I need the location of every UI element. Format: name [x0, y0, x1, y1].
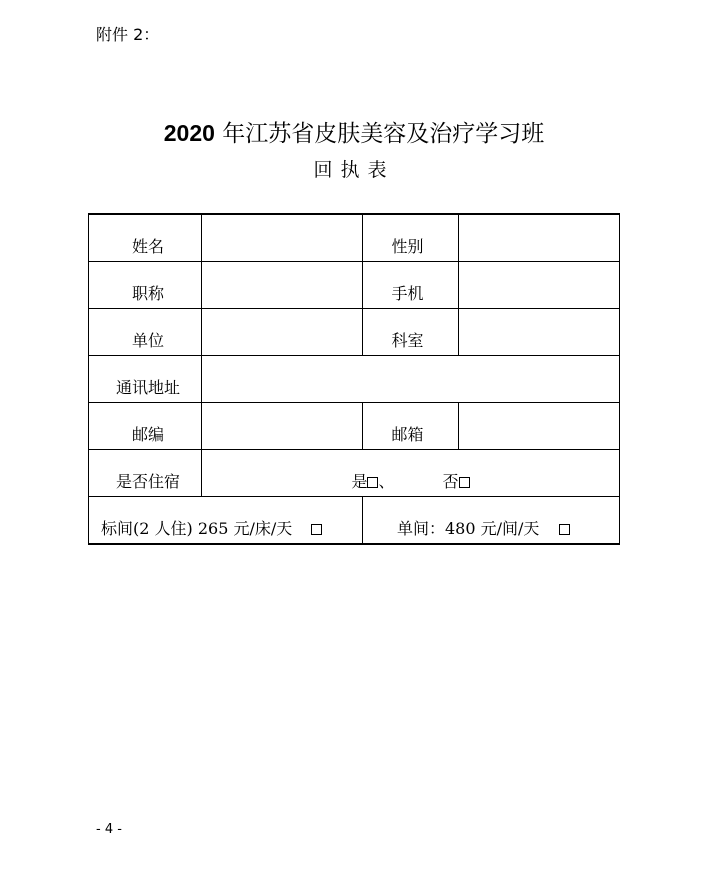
reply-form	[88, 213, 620, 545]
attachment-label: 附件 2：	[96, 25, 160, 44]
form-row-postcode	[89, 403, 620, 450]
job-title-field[interactable]	[202, 262, 363, 309]
page-subtitle: 回执表	[313, 159, 395, 181]
standard-room-checkbox[interactable]	[311, 524, 322, 535]
lodging-yes-label: 是	[351, 472, 368, 491]
email-label: 邮箱	[363, 403, 459, 450]
form-row-name	[89, 214, 620, 262]
dept-field[interactable]	[459, 309, 620, 356]
single-room-checkbox[interactable]	[559, 524, 570, 535]
lodging-options	[202, 450, 620, 497]
form-row-address	[89, 356, 620, 403]
form-row-lodging	[89, 450, 620, 497]
lodging-yes-checkbox[interactable]	[367, 477, 378, 488]
phone-field[interactable]	[459, 262, 620, 309]
gender-label: 性别	[363, 214, 459, 262]
form-row-title	[89, 262, 620, 309]
address-field[interactable]	[202, 356, 620, 403]
standard-room-label: 标间(2 人住) 265 元/床/天	[101, 519, 293, 538]
page-number: - 4 -	[96, 822, 122, 837]
title-year: 2020	[163, 120, 215, 146]
standard-room-option	[89, 497, 363, 545]
phone-label: 手机	[363, 262, 459, 309]
job-title-label: 职称	[89, 262, 202, 309]
lodging-no-checkbox[interactable]	[459, 477, 470, 488]
form-row-unit	[89, 309, 620, 356]
lodging-separator: 、	[378, 472, 395, 491]
gender-field[interactable]	[459, 214, 620, 262]
title-text: 年江苏省皮肤美容及治疗学习班	[214, 121, 545, 147]
page-title	[0, 115, 708, 148]
form-row-room	[89, 497, 620, 545]
dept-label: 科室	[363, 309, 459, 356]
single-room-label: 单间：480 元/间/天	[397, 519, 540, 538]
lodging-no-label: 否	[442, 472, 459, 491]
unit-field[interactable]	[202, 309, 363, 356]
postcode-label: 邮编	[89, 403, 202, 450]
lodging-label: 是否住宿	[89, 450, 202, 497]
email-field[interactable]	[459, 403, 620, 450]
postcode-field[interactable]	[202, 403, 363, 450]
unit-label: 单位	[89, 309, 202, 356]
name-label: 姓名	[89, 214, 202, 262]
address-label: 通讯地址	[89, 356, 202, 403]
name-field[interactable]	[202, 214, 363, 262]
single-room-option	[363, 497, 620, 545]
